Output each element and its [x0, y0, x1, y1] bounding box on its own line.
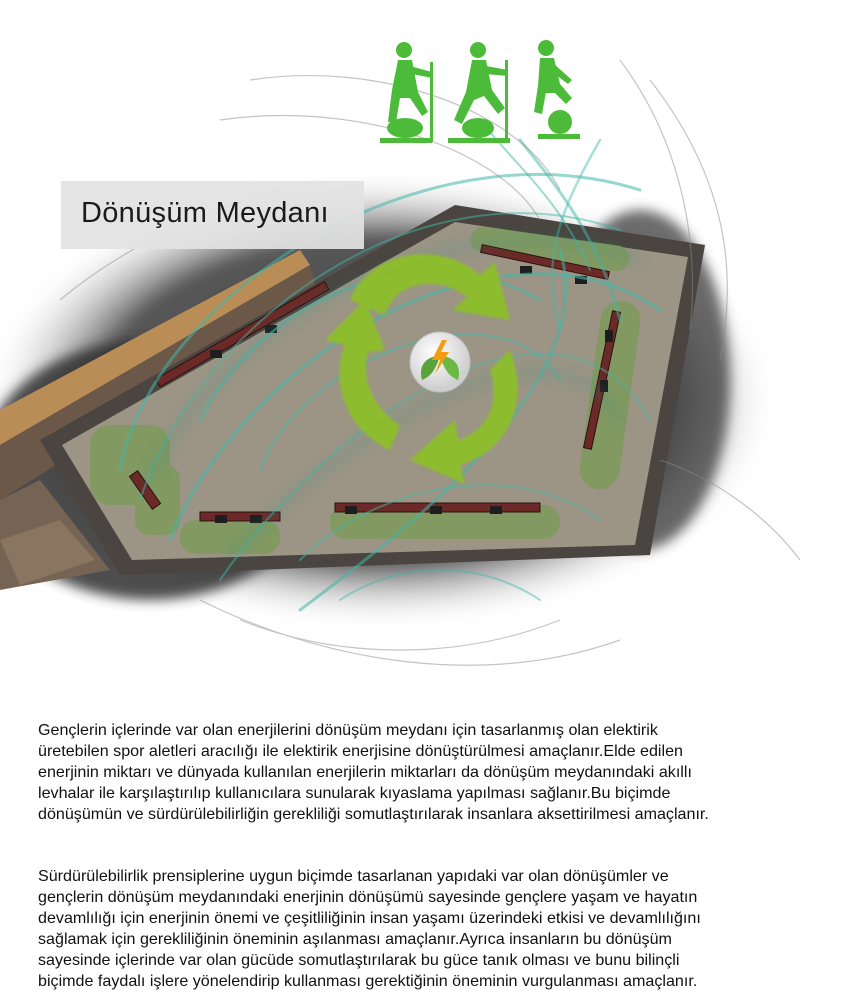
title-banner [61, 181, 364, 249]
energy-bolt-leaf-icon [410, 332, 470, 392]
description-paragraph-2: Sürdürülebilirlik prensiplerine uygun biçimde tasarlanan yapıdaki var olan dönüşümler ve gençlerin dönüşüm meydanındaki enerjinin dönüşümü sayesinde gençlere yaşam ve hayatın devamlılığı için enerjinin önemi ve çeşitliliğinin insan yaşamı üzerindeki etkisi ve devamlılığını sağlamak için gerekliliğinin öneminin aşılanması amaçlanır.Ayrıca insanların bu dönüşüm sayesinde içlerinde var olan gücüde somutlaştırılarak bu güce tanık olması ve bunu bilinçli biçimde faydalı işlere yönelendirip kullanması gerektiğinin öneminin vurgulanması amaçlanır. [38, 867, 701, 990]
description-paragraph-1: Gençlerin içlerinde var olan enerjilerini dönüşüm meydanı için tasarlanmış olan elektirik üretebilen spor aletleri aracılığı ile elektirik enerjisine dönüştürülmesi amaçlanır.Elde edilen enerjinin miktarı ve dünyada kullanılan enerjilerin miktarları da dönüşüm meydanındaki akıllı levhalar ile karşılaştırılıp kullanıcılara sunularak kıyaslama yapılması sağlanır.Bu biçimde dönüşümün ve sürdürülebilirliğin gerekliliği somutlaştırılarak insanlara aksettirilmesi amaçlanır. [38, 721, 709, 823]
exercise-bike-icon [534, 40, 580, 139]
page-title: Dönüşüm Meydanı [81, 197, 329, 229]
